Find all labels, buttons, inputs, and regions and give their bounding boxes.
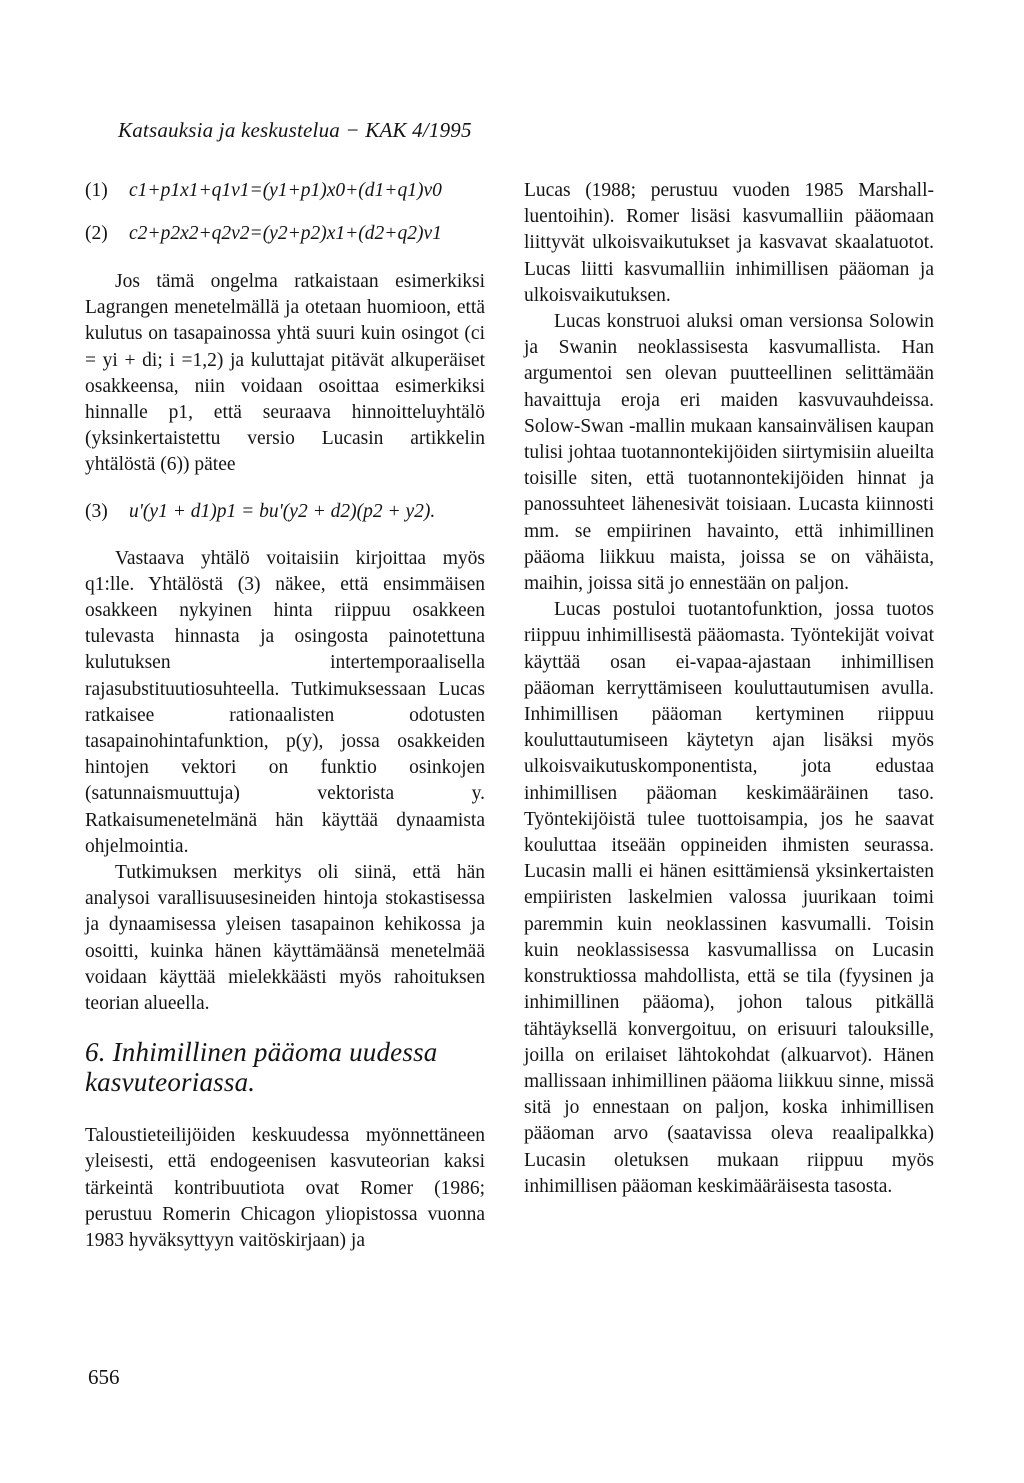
equation-number: (1) (85, 180, 108, 201)
body-paragraph: Jos tämä ongelma ratkaistaan esimerkiksi Lagrangen menetelmällä ja otetaan huomioon, että kulutus on tasapainossa yhtä suuri kuin osingot (ci = yi + di; i =1,2) ja kuluttajat pitävät alkuperäiset osakkeensa, niin voidaan osoittaa esimerkiksi hinnalle p1, että seuraava hinnoitteluyhtälö (yksinkertaistettu versio Lucasin artikkelin yhtälöstä (6)) pätee (85, 271, 485, 476)
body-paragraph: Lucas postuloi tuotantofunktion, jossa tuotos riippuu inhimillisestä pääomasta. Työntekijät voivat käyttää osan ei-vapaa-ajastaan inhimillisen pääoman kerryttämiseen kouluttautumisen avulla. Inhimillisen pääoman kertyminen riippuu kouluttautumiseen käytetyn ajan lisäksi myös ulkoisvaikutuskomponentista, jota edustaa inhimillisen pääoman keskimääräinen taso. Työntekijöistä tulee tuottoisampia, jos he saavat kouluttaa itseään oppineiden ihmisten seurassa. Lucasin malli ei hänen esittämiensä yksinkertaisten empiiristen laskelmien valossa juurikaan toimi paremmin kuin neoklassinen kasvumalli. Toisin kuin neoklassisessa kasvumallissa on Lucasin konstruktiossa mahdollista, että se tila (fyysinen ja inhimillinen pääoma), johon talous pitkällä tähtäyksellä konvergoituu, on erisuuri talouksille, joilla on erilaiset lähtokohdat (alkuarvot). Hänen mallissaan inhimillinen pääoma liikkuu sinne, missä sitä jo ennestaan on paljon, koska inhimillisen pääoman arvo (saatavissa oleva reaalipalkka) Lucasin oletuksen mukaan riippuu myös inhimillisen pääoman keskimääräisesta tasosta. (524, 599, 934, 1197)
equation-3 (85, 499, 485, 525)
equation-formula: u'(y1 + d1)p1 = bu'(y2 + d2)(p2 + y2). (129, 500, 436, 522)
right-column (524, 178, 934, 1200)
body-paragraph: Lucas (1988; perustuu vuoden 1985 Marshall-luentoihin). Romer lisäsi kasvumalliin pääomaan liittyvät ulkoisvaikutukset ja kasvavat skaalatuotot. Lucas liitti kasvumalliin inhimillisen pääoman ja ulkoisvaikutuksen. (524, 180, 934, 306)
equation-number: (3) (85, 500, 108, 522)
equation-formula: c2+p2x2+q2v2=(y2+p2)x1+(d2+q2)v1 (129, 223, 442, 244)
equation-1 (85, 178, 485, 204)
left-column (85, 178, 485, 1254)
page-number: 656 (88, 1365, 120, 1389)
body-paragraph: Taloustieteilijöiden keskuudessa myönnettäneen yleisesti, että endogeenisen kasvuteorian kaksi tärkeintä kontribuutiota ovat Romer (1986; perustuu Romerin Chicagon yliopistossa vuonna 1983 hyväksyttyyn vaitöskirjaan) ja (85, 1125, 485, 1252)
running-head: Katsauksia ja keskustelua − KAK 4/1995 (118, 118, 472, 142)
equation-2 (85, 221, 485, 247)
body-paragraph: Vastaava yhtälö voitaisiin kirjoittaa myös q1:lle. Yhtälöstä (3) näkee, että ensimmäisen osakkeen nykyinen hinta riippuu osakkeen tulevasta hinnasta ja osingosta painotettuna kulutuksen intertemporaalisella rajasubstituutiosuhteella. Tutkimuksessaan Lucas ratkaisee rationaalisten odotusten tasapainohintafunktion, p(y), jossa osakkeiden hintojen vektori on funktio osinkojen (satunnaismuuttuja) vektorista y. Ratkaisumenetelmänä hän käyttää dynaamista ohjelmointia. (85, 547, 485, 857)
equation-number: (2) (85, 223, 108, 244)
body-paragraph: Lucas konstruoi aluksi oman versionsa Solowin ja Swanin neoklassisesta kasvumallista. Han argumentoi sen olevan puutteellinen selittämään havaittuja eroja eri maiden kasvuvauhdeissa. Solow-Swan -mallin mukaan kansainvälisen kaupan tulisi johtaa tuotannontekijöiden siirtymisiin alueilta toisille siten, että tuotannontekijöiden hinnat ja panossuhteet lähenesivät toisiaan. Lucasta kiinnosti mm. se empiirinen havainto, että inhimillinen pääoma liikkuu maista, joissa se on vähäista, maihin, joissa sitä jo ennestään on paljon. (524, 311, 934, 595)
equation-formula: c1+p1x1+q1v1=(y1+p1)x0+(d1+q1)v0 (129, 180, 442, 201)
section-heading: 6. Inhimillinen pääoma uudessa kasvuteoriassa. (85, 1037, 438, 1098)
body-paragraph: Tutkimuksen merkitys oli siinä, että hän analysoi varallisuusesineiden hintoja stokastisessa ja dynaamisessa yleisen tasapainon kehikossa ja osoitti, kuinka hänen käyttämäänsä menetelmää voidaan käyttää mielekkäästi myös rahoituksen teorian alueella. (85, 862, 485, 1015)
